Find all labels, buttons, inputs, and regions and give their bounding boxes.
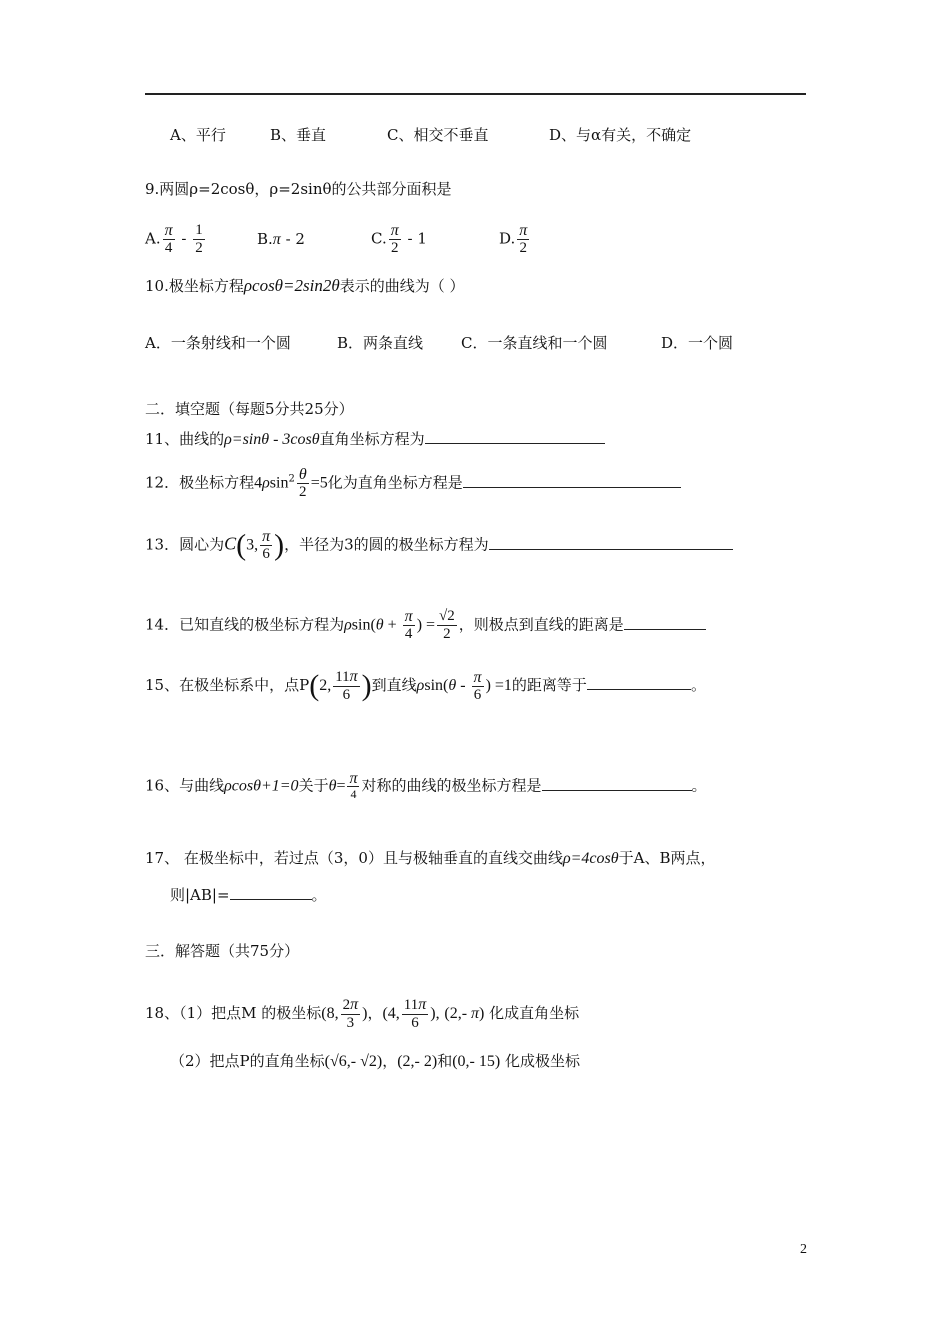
- q8-option-a: A、平行: [170, 126, 226, 144]
- q9-option-a: A. $\frac{\pi}{4}$ - $\frac{1}{2}$: [145, 222, 203, 256]
- q13: 13．圆心为C(3, $\frac{\pi}{6}$ )，半径为3的圆的极坐标方程为: [145, 528, 733, 578]
- q15-answer-blank[interactable]: [587, 675, 691, 690]
- q17-answer-blank[interactable]: [230, 885, 312, 900]
- page-number: 2: [800, 1242, 807, 1257]
- q10-options: A．一条射线和一个圆 B．两条直线 C．一条直线和一个圆 D．一个圆: [145, 334, 734, 352]
- q8-option-b: B、垂直: [270, 126, 327, 144]
- q17-line1: 17、 在极坐标中，若过点（3，0）且与极轴垂直的直线交曲线ρ=4cosθ于A、B两点，: [145, 849, 716, 867]
- q18-part1: 18、（1）把点M 的极坐标(8, $\frac{2\pi}{3}$ )，(4, $\frac{11\pi}{6}$ ), (2,- π) 化成直角坐标: [145, 996, 580, 1031]
- q10-formula: ρcosθ=2sin2θ: [243, 276, 340, 295]
- q9-option-b: B.π - 2: [257, 229, 305, 248]
- q18-part2: （2）把点P的直角坐标(√6,- √2)，(2,- 2)和(0,- 15) 化成极坐标: [170, 1052, 580, 1070]
- section-3-heading: 三．解答题（共75分）: [145, 942, 300, 960]
- q9-options: [145, 222, 531, 262]
- section-2-heading: 二．填空题（每题5分共25分）: [145, 400, 354, 418]
- q11: 11、曲线的ρ=sinθ - 3cosθ直角坐标方程为: [145, 428, 605, 451]
- q8-option-d: D、与α有关，不确定: [549, 126, 692, 144]
- q8-options: [170, 124, 691, 146]
- q10-stem: 10.极坐标方程ρcosθ=2sin2θ表示的曲线为（ ）: [145, 276, 465, 295]
- q11-answer-blank[interactable]: [425, 429, 605, 444]
- q12-answer-blank[interactable]: [463, 473, 681, 488]
- q16: 16、与曲线ρcosθ+1=0关于θ= $\frac{\pi}{4}$ 对称的曲线的极坐标方程是 。: [145, 770, 707, 801]
- q12: 12．极坐标方程4ρsin$^2$ $\frac{\theta}{2}$ =5化为直角坐标方程是: [145, 466, 681, 508]
- q13-answer-blank[interactable]: [489, 535, 733, 550]
- q15: 15、在极坐标系中，点P(2, $\frac{11\pi}{6}$ )到直线ρsin(θ - $\frac{\pi}{6}$ ) =1的距离等于 。: [145, 668, 706, 703]
- q14: 14．已知直线的极坐标方程为ρsin(θ + $\frac{\pi}{4}$ ) = $\frac{√2}{2}$ ，则极点到直线的距离是: [145, 608, 706, 654]
- q9-stem: 9.两圆ρ=2cosθ，ρ=2sinθ的公共部分面积是: [145, 180, 452, 198]
- q9-option-d: D. $\frac{\pi}{2}$: [499, 222, 528, 256]
- q17-line2: 则|AB|= 。: [170, 886, 327, 904]
- q16-answer-blank[interactable]: [542, 776, 692, 791]
- q9-option-c: C. $\frac{\pi}{2}$ - 1: [371, 222, 427, 256]
- q8-option-c: C、相交不垂直: [387, 126, 489, 144]
- q14-answer-blank[interactable]: [624, 615, 706, 630]
- header-rule: [145, 93, 806, 95]
